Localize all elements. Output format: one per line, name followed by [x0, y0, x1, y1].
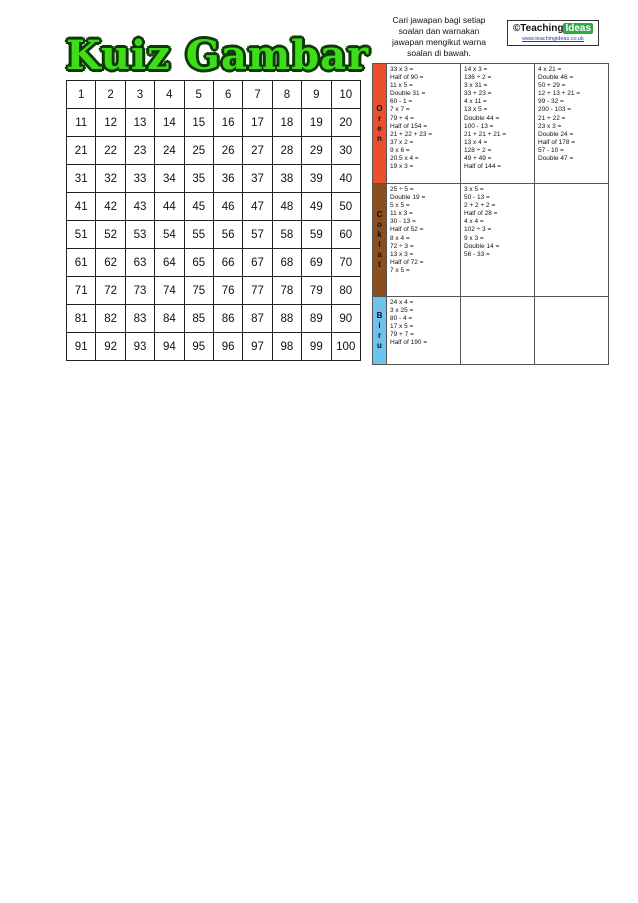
number-grid	[66, 80, 361, 361]
grid-cell[interactable]: 68	[272, 249, 301, 277]
question-item: 13 x 3 =	[390, 250, 414, 258]
question-item: Double 24 =	[538, 130, 574, 138]
question-item: Half of 190 =	[390, 339, 428, 347]
colour-name-letter: u	[377, 340, 382, 350]
colour-name-letter: r	[377, 330, 382, 340]
question-item: Double 31 =	[390, 90, 426, 98]
grid-cell[interactable]: 98	[272, 333, 301, 361]
colour-row-biru	[373, 297, 609, 365]
question-list	[390, 299, 457, 348]
question-item: 102 ÷ 3 =	[464, 226, 492, 234]
grid-cell[interactable]: 61	[67, 249, 96, 277]
grid-cell[interactable]: 6	[213, 81, 242, 109]
grid-row	[67, 333, 361, 361]
grid-row	[67, 277, 361, 305]
grid-cell[interactable]: 97	[243, 333, 272, 361]
question-item: Half of 90 =	[390, 74, 424, 82]
grid-cell[interactable]: 14	[155, 109, 184, 137]
question-item: Half of 154 =	[390, 122, 428, 130]
grid-row	[67, 193, 361, 221]
question-item: 57 - 10 =	[538, 146, 564, 154]
grid-cell[interactable]: 38	[272, 165, 301, 193]
grid-cell[interactable]: 9	[302, 81, 331, 109]
grid-cell[interactable]: 47	[243, 193, 272, 221]
logo-prefix: ©Teaching	[512, 23, 564, 34]
question-item: 20.5 x 4 =	[390, 155, 419, 163]
grid-cell[interactable]: 20	[331, 109, 360, 137]
question-cell	[461, 64, 535, 184]
question-cell	[535, 297, 609, 365]
grid-cell[interactable]: 80	[331, 277, 360, 305]
colour-name	[373, 311, 386, 351]
grid-cell[interactable]: 70	[331, 249, 360, 277]
question-item: Double 19 =	[390, 194, 426, 202]
grid-cell[interactable]: 63	[125, 249, 154, 277]
question-item: 5 x 5 =	[390, 202, 410, 210]
colour-name-letter: a	[377, 250, 382, 259]
grid-row	[67, 109, 361, 137]
question-item: 25 ÷ 5 =	[390, 186, 414, 193]
grid-cell[interactable]: 88	[272, 305, 301, 333]
grid-cell[interactable]: 46	[213, 193, 242, 221]
question-item: 128 ÷ 2 =	[464, 146, 492, 154]
grid-cell[interactable]: 75	[184, 277, 213, 305]
grid-cell[interactable]: 2	[96, 81, 125, 109]
question-item: 79 + 4 =	[390, 114, 414, 122]
grid-cell[interactable]: 53	[125, 221, 154, 249]
grid-cell[interactable]: 84	[155, 305, 184, 333]
teaching-ideas-logo	[507, 20, 599, 46]
instruction-line: jawapan mengikut warna	[391, 37, 487, 47]
grid-cell[interactable]: 52	[96, 221, 125, 249]
grid-cell[interactable]: 55	[184, 221, 213, 249]
grid-cell[interactable]: 77	[243, 277, 272, 305]
grid-cell[interactable]: 39	[302, 165, 331, 193]
question-item: 12 + 13 + 21 =	[538, 90, 581, 98]
instructions	[375, 15, 503, 59]
question-item: 72 ÷ 3 =	[390, 242, 414, 250]
grid-cell[interactable]: 86	[213, 305, 242, 333]
instruction-line: soalan dan warnakan	[398, 26, 480, 36]
grid-cell[interactable]: 79	[302, 277, 331, 305]
grid-cell[interactable]: 71	[67, 277, 96, 305]
colour-row-coklat	[373, 184, 609, 297]
grid-cell[interactable]: 57	[243, 221, 272, 249]
question-item: 7 x 7 =	[390, 106, 410, 114]
grid-cell[interactable]: 36	[213, 165, 242, 193]
grid-cell[interactable]: 82	[96, 305, 125, 333]
grid-cell[interactable]: 31	[67, 165, 96, 193]
grid-cell[interactable]: 99	[302, 333, 331, 361]
grid-row	[67, 221, 361, 249]
question-item: 136 ÷ 2 =	[464, 74, 492, 82]
question-list	[390, 66, 457, 171]
grid-cell[interactable]: 45	[184, 193, 213, 221]
grid-cell[interactable]: 60	[331, 221, 360, 249]
grid-cell[interactable]: 12	[96, 109, 125, 137]
question-cell	[387, 297, 461, 365]
grid-cell[interactable]: 13	[125, 109, 154, 137]
colour-band-coklat	[373, 184, 387, 297]
question-item: 4 x 4 =	[464, 218, 484, 226]
colour-band-oren	[373, 64, 387, 184]
grid-cell[interactable]: 64	[155, 249, 184, 277]
question-cell	[387, 184, 461, 297]
grid-cell[interactable]: 19	[302, 109, 331, 137]
colour-name-letter: B	[376, 310, 383, 320]
grid-cell[interactable]: 73	[125, 277, 154, 305]
question-item: 33 + 23 =	[464, 90, 492, 98]
question-item: Half of 178 =	[538, 138, 576, 146]
question-item: 11 x 3 =	[390, 210, 413, 218]
question-item: 14 x 3 =	[464, 66, 488, 73]
question-item: Double 46 =	[538, 74, 574, 82]
question-item: 4 x 11 =	[464, 98, 487, 106]
colour-name-letter: k	[377, 230, 382, 239]
grid-row	[67, 165, 361, 193]
grid-cell[interactable]: 15	[184, 109, 213, 137]
grid-cell[interactable]: 95	[184, 333, 213, 361]
grid-cell[interactable]: 91	[67, 333, 96, 361]
question-item: 2 + 2 + 2 =	[464, 202, 496, 210]
question-item: Double 47 =	[538, 155, 574, 163]
question-cell	[461, 184, 535, 297]
grid-cell[interactable]: 17	[243, 109, 272, 137]
grid-cell[interactable]: 5	[184, 81, 213, 109]
grid-cell[interactable]: 34	[155, 165, 184, 193]
colour-row-oren	[373, 64, 609, 184]
question-item: 19 x 3 =	[390, 163, 414, 171]
grid-cell[interactable]: 49	[302, 193, 331, 221]
grid-row	[67, 305, 361, 333]
question-item: 80 - 4 =	[390, 315, 413, 323]
grid-cell[interactable]: 62	[96, 249, 125, 277]
grid-cell[interactable]: 100	[331, 333, 360, 361]
grid-cell[interactable]: 90	[331, 305, 360, 333]
question-item: 50 + 29 =	[538, 82, 566, 90]
page-title: Kuiz Gambar	[66, 32, 370, 79]
question-cell	[535, 64, 609, 184]
grid-cell[interactable]: 54	[155, 221, 184, 249]
question-item: 200 - 103 =	[538, 106, 572, 114]
question-item: 50 - 13 =	[464, 194, 490, 202]
question-item: Half of 72 =	[390, 258, 424, 266]
question-item: 9 x 3 =	[464, 234, 484, 242]
question-item: 21 + 21 + 21 =	[464, 130, 507, 138]
instruction-line: Cari jawapan bagi setiap	[392, 15, 486, 25]
grid-cell[interactable]: 37	[243, 165, 272, 193]
grid-cell[interactable]: 81	[67, 305, 96, 333]
question-item: Half of 144 =	[464, 163, 502, 171]
grid-cell[interactable]: 58	[272, 221, 301, 249]
question-item: 17 x 5 =	[390, 323, 414, 331]
colour-name-letter: t	[378, 260, 381, 269]
question-item: 99 - 32 =	[538, 98, 564, 106]
grid-cell[interactable]: 30	[331, 137, 360, 165]
grid-cell[interactable]: 50	[331, 193, 360, 221]
question-item: 3 x 25 =	[390, 307, 414, 315]
grid-row	[67, 137, 361, 165]
instruction-line: soalan di bawah.	[407, 48, 471, 58]
grid-cell[interactable]: 66	[213, 249, 242, 277]
grid-cell[interactable]: 7	[243, 81, 272, 109]
question-item: Half of 28 =	[464, 210, 498, 218]
question-cell	[387, 64, 461, 184]
grid-cell[interactable]: 29	[302, 137, 331, 165]
question-item: 4 x 21 =	[538, 66, 562, 73]
grid-cell[interactable]: 78	[272, 277, 301, 305]
question-item: 24 x 4 =	[390, 299, 414, 306]
question-item: Half of 52 =	[390, 226, 424, 234]
grid-cell[interactable]: 94	[155, 333, 184, 361]
colour-name	[373, 104, 386, 144]
grid-cell[interactable]: 69	[302, 249, 331, 277]
grid-cell[interactable]: 8	[272, 81, 301, 109]
question-cell	[535, 184, 609, 297]
grid-cell[interactable]: 4	[155, 81, 184, 109]
question-item: 33 x 3 =	[390, 66, 414, 73]
grid-cell[interactable]: 85	[184, 305, 213, 333]
grid-cell[interactable]: 23	[125, 137, 154, 165]
grid-cell[interactable]: 51	[67, 221, 96, 249]
grid-cell[interactable]: 35	[184, 165, 213, 193]
question-item: 8 x 4 =	[390, 234, 410, 242]
question-list	[538, 66, 605, 163]
question-item: 3 x 5 =	[464, 186, 484, 193]
question-item: 60 - 1 =	[390, 98, 413, 106]
question-item: 21 + 22 + 23 =	[390, 130, 433, 138]
colour-name-letter: C	[376, 210, 383, 219]
grid-row	[67, 249, 361, 277]
colour-name	[373, 210, 386, 270]
question-item: 23 x 3 =	[538, 122, 562, 130]
grid-cell[interactable]: 89	[302, 305, 331, 333]
grid-cell[interactable]: 83	[125, 305, 154, 333]
grid-cell[interactable]: 67	[243, 249, 272, 277]
question-item: 7 x 5 =	[390, 266, 410, 274]
question-item: 13 x 5 =	[464, 106, 488, 114]
logo-url-link[interactable]: www.teachingideas.co.uk	[522, 36, 584, 42]
grid-cell[interactable]: 59	[302, 221, 331, 249]
grid-cell[interactable]: 33	[125, 165, 154, 193]
question-item: 21 + 22 =	[538, 114, 566, 122]
grid-row	[67, 81, 361, 109]
colour-name-letter: O	[376, 103, 383, 113]
grid-cell[interactable]: 22	[96, 137, 125, 165]
colour-band-biru	[373, 297, 387, 365]
question-item: 9 x 6 =	[390, 146, 410, 154]
grid-cell[interactable]: 10	[331, 81, 360, 109]
grid-cell[interactable]: 16	[213, 109, 242, 137]
colour-name-letter: n	[377, 133, 382, 143]
grid-cell[interactable]: 74	[155, 277, 184, 305]
grid-cell[interactable]: 56	[213, 221, 242, 249]
grid-cell[interactable]: 92	[96, 333, 125, 361]
colour-name-letter: i	[378, 320, 381, 330]
grid-cell[interactable]: 42	[96, 193, 125, 221]
question-item: 56 - 33 =	[464, 250, 490, 258]
question-item: 13 x 4 =	[464, 138, 488, 146]
grid-cell[interactable]: 18	[272, 109, 301, 137]
question-item: 37 x 2 =	[390, 138, 414, 146]
grid-cell[interactable]: 65	[184, 249, 213, 277]
colour-questions-table	[372, 63, 609, 365]
grid-cell[interactable]: 21	[67, 137, 96, 165]
question-item: Double 14 =	[464, 242, 500, 250]
grid-cell[interactable]: 76	[213, 277, 242, 305]
grid-cell[interactable]: 1	[67, 81, 96, 109]
logo-ideas: Ideas	[565, 23, 592, 34]
question-item: 30 - 13 =	[390, 218, 416, 226]
grid-cell[interactable]: 96	[213, 333, 242, 361]
grid-cell[interactable]: 24	[155, 137, 184, 165]
grid-cell[interactable]: 28	[272, 137, 301, 165]
question-cell	[461, 297, 535, 365]
question-item: 100 - 13 =	[464, 122, 494, 130]
grid-cell[interactable]: 26	[213, 137, 242, 165]
grid-cell[interactable]: 27	[243, 137, 272, 165]
question-item: 11 x 5 =	[390, 82, 413, 90]
question-item: 79 + 7 =	[390, 331, 414, 339]
colour-name-letter: l	[378, 240, 381, 249]
grid-cell[interactable]: 11	[67, 109, 96, 137]
grid-cell[interactable]: 44	[155, 193, 184, 221]
grid-cell[interactable]: 87	[243, 305, 272, 333]
question-list	[464, 186, 531, 259]
grid-cell[interactable]: 48	[272, 193, 301, 221]
question-item: Double 44 =	[464, 114, 500, 122]
grid-cell[interactable]: 43	[125, 193, 154, 221]
grid-cell[interactable]: 72	[96, 277, 125, 305]
grid-cell[interactable]: 25	[184, 137, 213, 165]
colour-name-letter: r	[377, 113, 382, 123]
colour-name-letter: e	[377, 123, 382, 133]
grid-cell[interactable]: 32	[96, 165, 125, 193]
grid-cell[interactable]: 41	[67, 193, 96, 221]
question-list	[390, 186, 457, 275]
question-item: 49 + 49 =	[464, 155, 492, 163]
logo-text	[508, 22, 598, 35]
question-item: 3 x 31 =	[464, 82, 488, 90]
grid-cell[interactable]: 93	[125, 333, 154, 361]
question-list	[464, 66, 531, 171]
grid-cell[interactable]: 3	[125, 81, 154, 109]
grid-cell[interactable]: 40	[331, 165, 360, 193]
colour-name-letter: o	[377, 220, 382, 229]
